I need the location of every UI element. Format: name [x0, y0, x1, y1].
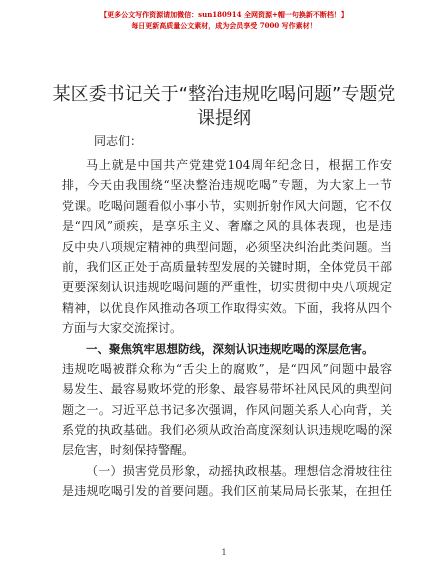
- promo-banner-line-1: 【更多公文写作资源请加微信：sun180914 全网资源+帽一句换新不断档！】: [100, 10, 348, 19]
- promo-banner-line-2: 每日更新高质量公文素材，成为会员享受 7000 写作素材！: [131, 21, 317, 30]
- paragraph-line: 更要深刻认识违规吃喝问题的严重性，切实贯彻中央八项规定: [62, 280, 392, 295]
- paragraph-line: 反中央八项规定精神的典型问题，必须坚决纠治此类问题。当: [62, 239, 392, 254]
- page-number: 1: [221, 548, 227, 557]
- paragraph-line: 层危害，时刻保持警醒。: [62, 443, 195, 458]
- paragraph-line: 排，今天由我围绕“坚决整治违规吃喝”专题，为大家上一节: [62, 178, 392, 193]
- paragraph-line: 是“四风”顽疾，是享乐主义、奢靡之风的具体表现，也是违: [62, 219, 392, 234]
- paragraph-line: 题之一。习近平总书记多次强调，作风问题关系人心向背，关: [62, 402, 392, 417]
- paragraph-line: 马上就是中国共产党建党104周年纪念日，根据工作安: [86, 158, 392, 172]
- paragraph-line: 前，我们区正处于高质量转型发展的关键时期，全体党员干部: [62, 259, 392, 274]
- paragraph-line: 违规吃喝被群众称为“舌尖上的腐败”，是“四风”问题中最容: [62, 361, 392, 376]
- section-heading: 一、聚焦筑牢思想防线，深刻认识违规吃喝的深层危害。: [86, 341, 374, 356]
- paragraph-line: 党课。吃喝问题看似小事小节，实则折射作风大问题，它不仅: [62, 198, 392, 213]
- paragraph-line: 方面与大家交流探讨。: [62, 321, 183, 336]
- body-text: [62, 155, 392, 502]
- document-title-line-2: 课提纲: [197, 108, 251, 129]
- paragraph-line: 精神，以优良作风推动各项工作取得实效。下面，我将从四个: [62, 300, 392, 315]
- paragraph-line: 系党的执政基础。我们必须从政治高度深刻认识违规吃喝的深: [62, 423, 392, 438]
- paragraph-line: 是违规吃喝引发的首要问题。我们区前某局局长张某，在担任: [62, 484, 392, 499]
- paragraph-line: （一）损害党员形象，动摇执政根基。理想信念滑坡往往: [86, 463, 392, 478]
- greeting: 同志们：: [94, 134, 143, 148]
- paragraph-line: 易发生、最容易败坏党的形象、最容易带坏社风民风的典型问: [62, 382, 392, 397]
- document-title-line-1: 某区委书记关于“整治违规吃喝问题”专题党: [52, 84, 396, 105]
